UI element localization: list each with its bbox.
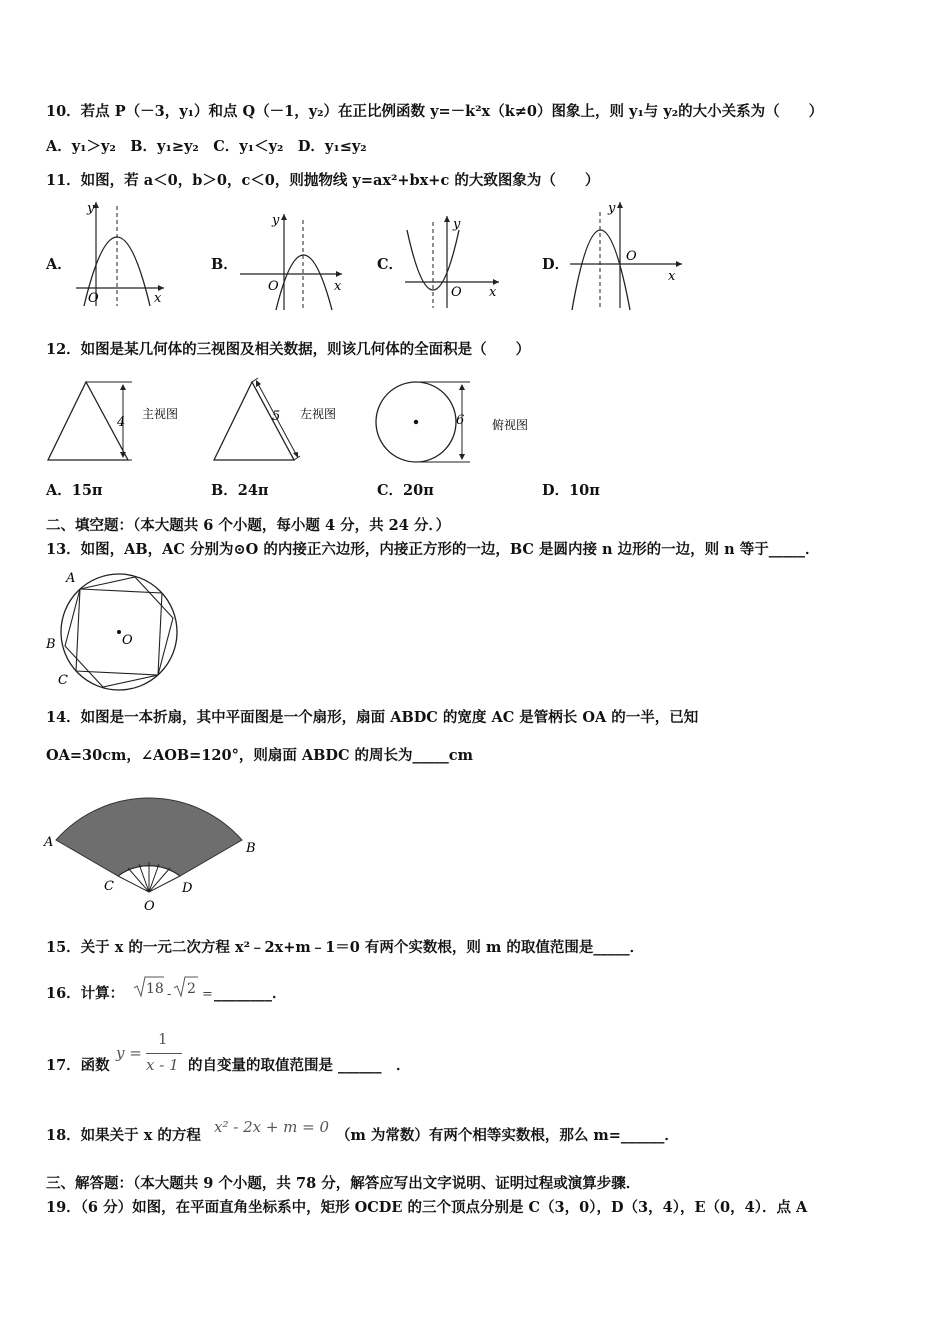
origin-label: O	[451, 285, 462, 300]
origin-label: O	[626, 249, 637, 264]
q14-point-o: O	[144, 899, 155, 914]
q10-text: 10．若点 P（－3，y₁）和点 Q（－1，y₂）在正比例函数 y=－k²x（k≠0）图象上，则 y₁与 y₂的大小关系为（ ）	[46, 103, 824, 120]
q16-formula	[132, 974, 216, 1004]
q14-fan-figure	[42, 788, 264, 916]
left-view-label: 左视图	[300, 407, 337, 421]
q11-graph-a	[72, 198, 167, 310]
q19-text: 19．（6 分）如图，在平面直角坐标系中，矩形 OCDE 的三个顶点分别是 C（3，0），D（3，4），E（0，4）．点 A	[46, 1199, 808, 1216]
q18-formula: x² - 2x + m = 0	[214, 1118, 330, 1136]
axis-y-label: y	[272, 213, 280, 228]
top-dim-label: 6	[456, 413, 465, 428]
origin-label: O	[88, 291, 99, 306]
q12-text: 12．如图是某几何体的三视图及相关数据，则该几何体的全面积是（ ）	[46, 341, 531, 358]
q10-options: A．y₁＞y₂ B．y₁≥y₂ C．y₁＜y₂ D．y₁≤y₂	[46, 138, 367, 155]
q15-text: 15．关于 x 的一元二次方程 x²﹣2x+m﹣1＝0 有两个实数根，则 m 的取值范围是_____．	[46, 939, 645, 956]
q14-point-d: D	[182, 881, 193, 896]
q12-front-view	[44, 376, 194, 464]
q11-graph-c	[403, 212, 503, 312]
axis-x-label: x	[334, 279, 342, 294]
q17-suffix: 的自变量的取值范围是 ______ ．	[188, 1057, 411, 1074]
q13-figure	[44, 568, 184, 692]
q12-option-a: A．15π	[46, 482, 103, 499]
q14-line2: OA=30cm，∠AOB=120°，则扇面 ABDC 的周长为_____cm	[46, 747, 473, 764]
section-2-heading: 二、填空题：（本大题共 6 个小题，每小题 4 分，共 24 分．）	[46, 517, 451, 534]
q16-minus: -	[167, 987, 172, 1002]
q16-answer-blank: ________．	[214, 985, 287, 1002]
top-view-label: 俯视图	[492, 418, 529, 432]
q17-prefix: 17．函数	[46, 1057, 110, 1074]
q11-option-a-label: A．	[46, 256, 72, 273]
q16-equals: =	[202, 987, 213, 1002]
q12-option-c: C．20π	[377, 482, 434, 499]
left-dim-label: 5	[272, 409, 281, 424]
q14-point-b: B	[246, 841, 256, 856]
origin-label: O	[268, 279, 279, 294]
q16-radicand-2: 2	[187, 981, 196, 997]
axis-y-label: y	[608, 201, 616, 216]
q11-text: 11．如图，若 a＜0，b＞0，c＜0，则抛物线 y=ax²+bx+c 的大致图象为（ ）	[46, 172, 600, 189]
front-view-label: 主视图	[142, 407, 179, 421]
axis-x-label: x	[668, 269, 676, 284]
q11-option-b-label: B．	[211, 256, 238, 273]
q13-text: 13．如图，AB，AC 分别为⊙O 的内接正六边形，内接正方形的一边，BC 是圆内接 n 边形的一边，则 n 等于_____．	[46, 541, 820, 558]
axis-x-label: x	[489, 285, 497, 300]
q11-option-d-label: D．	[542, 256, 570, 273]
q12-option-d: D．10π	[542, 482, 600, 499]
q17-denominator: x - 1	[146, 1056, 179, 1074]
axis-y-label: y	[87, 201, 95, 216]
axis-y-label: y	[453, 217, 461, 232]
section-3-heading: 三、解答题：（本大题共 9 个小题，共 78 分，解答应写出文字说明、证明过程或演算步骤．	[46, 1175, 641, 1192]
q14-point-c: C	[104, 879, 114, 894]
q12-option-b: B．24π	[211, 482, 269, 499]
q18-suffix: （m 为常数）有两个相等实数根，那么 m=______．	[336, 1127, 679, 1144]
q13-point-c: C	[58, 673, 68, 688]
q11-graph-b	[238, 210, 348, 312]
q18-prefix: 18．如果关于 x 的方程	[46, 1127, 201, 1144]
axis-x-label: x	[154, 291, 162, 306]
q13-point-a: A	[66, 571, 76, 586]
q11-graph-d	[568, 198, 686, 312]
q17-lhs: y =	[116, 1044, 142, 1062]
q13-point-o: O	[122, 633, 133, 648]
front-dim-label: 4	[117, 415, 126, 430]
q16-radicand-1: 18	[146, 981, 164, 997]
q12-left-view	[210, 376, 360, 464]
q14-line1: 14．如图是一本折扇，其中平面图是一个扇形，扇面 ABDC 的宽度 AC 是管柄长 OA 的一半，已知	[46, 709, 699, 726]
q17-numerator: 1	[158, 1030, 168, 1048]
q17-fraction-bar	[146, 1053, 182, 1054]
q14-point-a: A	[44, 835, 54, 850]
q12-top-view	[374, 376, 544, 466]
q11-option-c-label: C．	[377, 256, 404, 273]
q16-prefix: 16．计算：	[46, 985, 125, 1002]
q13-point-b: B	[46, 637, 56, 652]
